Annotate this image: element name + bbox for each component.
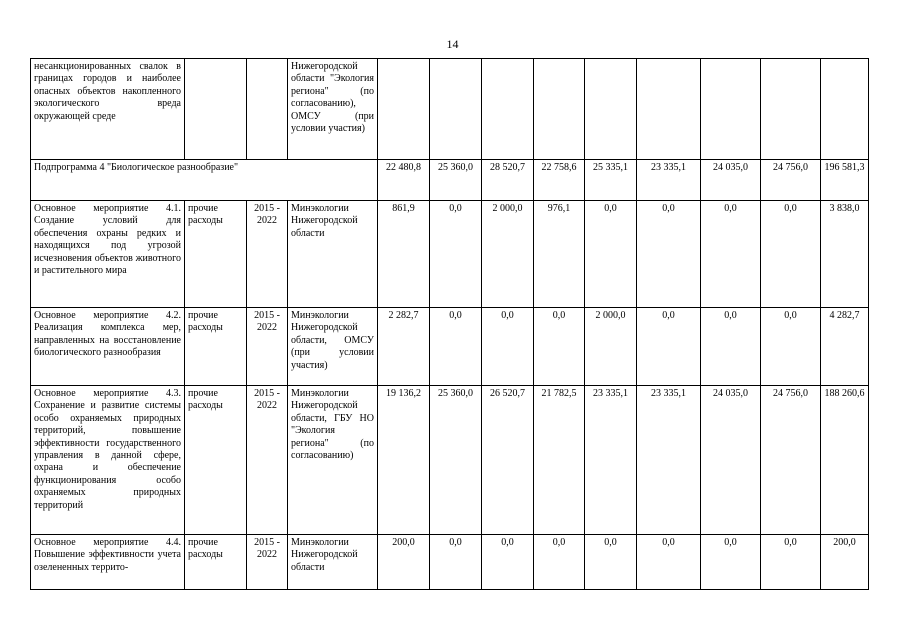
value-cell: 0,0	[585, 201, 637, 308]
value-cell	[534, 59, 585, 160]
executor-cell: Нижегородской области "Экология региона" (по согласованию), ОМСУ (при условии участия)	[288, 59, 378, 160]
value-cell: 200,0	[821, 535, 869, 590]
value-cell: 0,0	[482, 535, 534, 590]
value-cell: 200,0	[378, 535, 430, 590]
value-cell: 196 581,3	[821, 160, 869, 201]
value-cell: 0,0	[585, 535, 637, 590]
source-cell: прочие расходы	[185, 535, 247, 590]
table-row-subprogram	[31, 160, 869, 201]
value-cell: 26 520,7	[482, 386, 534, 535]
value-cell: 0,0	[701, 535, 761, 590]
value-cell: 2 000,0	[585, 308, 637, 386]
value-cell: 24 035,0	[701, 160, 761, 201]
value-cell: 0,0	[701, 308, 761, 386]
value-cell: 188 260,6	[821, 386, 869, 535]
value-cell: 24 035,0	[701, 386, 761, 535]
budget-table	[30, 58, 869, 590]
page-number: 14	[446, 37, 459, 51]
value-cell	[378, 59, 430, 160]
value-cell	[482, 59, 534, 160]
period-cell: 2015 - 2022	[247, 201, 288, 308]
value-cell	[430, 59, 482, 160]
value-cell: 0,0	[534, 308, 585, 386]
value-cell: 0,0	[637, 308, 701, 386]
value-cell: 861,9	[378, 201, 430, 308]
value-cell: 0,0	[761, 535, 821, 590]
value-cell: 22 758,6	[534, 160, 585, 201]
row-name-cell: Основное мероприятие 4.4. Повышение эффективности учета озелененных террито-	[31, 535, 185, 590]
source-cell: прочие расходы	[185, 201, 247, 308]
value-cell	[585, 59, 637, 160]
value-cell: 2 282,7	[378, 308, 430, 386]
value-cell: 0,0	[430, 535, 482, 590]
executor-cell: Минэкологии Нижегородской области	[288, 535, 378, 590]
value-cell: 0,0	[430, 308, 482, 386]
table-row	[31, 308, 869, 386]
row-name-cell: несанкционированных свалок в границах городов и наиболее опасных объектов накопленного экологического вреда окружающей среде	[31, 59, 185, 160]
row-name-cell: Основное мероприятие 4.3. Сохранение и развитие системы особо охраняемых природных территорий, повышение эффективности государственного управления в данной сфере, охрана и обеспечение функционирования особо охраняемых природных территорий	[31, 386, 185, 535]
value-cell	[701, 59, 761, 160]
value-cell: 0,0	[761, 308, 821, 386]
executor-cell: Минэкологии Нижегородской области, ОМСУ (при условии участия)	[288, 308, 378, 386]
period-cell: 2015 - 2022	[247, 386, 288, 535]
table-row	[31, 535, 869, 590]
executor-cell: Минэкологии Нижегородской области, ГБУ НО "Экология региона" (по согласованию)	[288, 386, 378, 535]
row-name-cell: Основное мероприятие 4.2. Реализация комплекса мер, направленных на восстановление биологического разнообразия	[31, 308, 185, 386]
source-cell	[185, 59, 247, 160]
source-cell: прочие расходы	[185, 386, 247, 535]
value-cell: 0,0	[534, 535, 585, 590]
value-cell: 0,0	[637, 535, 701, 590]
value-cell: 25 360,0	[430, 386, 482, 535]
value-cell: 19 136,2	[378, 386, 430, 535]
value-cell: 3 838,0	[821, 201, 869, 308]
value-cell: 0,0	[637, 201, 701, 308]
value-cell: 2 000,0	[482, 201, 534, 308]
value-cell: 23 335,1	[637, 386, 701, 535]
subprogram-title-cell: Подпрограмма 4 "Биологическое разнообразие"	[31, 160, 378, 201]
value-cell: 0,0	[701, 201, 761, 308]
value-cell: 976,1	[534, 201, 585, 308]
table-row	[31, 201, 869, 308]
value-cell: 25 335,1	[585, 160, 637, 201]
value-cell: 22 480,8	[378, 160, 430, 201]
row-name-cell: Основное мероприятие 4.1. Создание условий для обеспечения охраны редких и находящихся под угрозой исчезновения объектов животного и растительного мира	[31, 201, 185, 308]
value-cell: 0,0	[430, 201, 482, 308]
value-cell	[637, 59, 701, 160]
value-cell	[761, 59, 821, 160]
table-row	[31, 386, 869, 535]
period-cell	[247, 59, 288, 160]
value-cell: 24 756,0	[761, 386, 821, 535]
value-cell: 23 335,1	[637, 160, 701, 201]
executor-cell: Минэкологии Нижегородской области	[288, 201, 378, 308]
value-cell: 0,0	[482, 308, 534, 386]
value-cell: 25 360,0	[430, 160, 482, 201]
value-cell: 4 282,7	[821, 308, 869, 386]
value-cell: 21 782,5	[534, 386, 585, 535]
value-cell: 24 756,0	[761, 160, 821, 201]
period-cell: 2015 - 2022	[247, 535, 288, 590]
period-cell: 2015 - 2022	[247, 308, 288, 386]
value-cell: 0,0	[761, 201, 821, 308]
value-cell: 28 520,7	[482, 160, 534, 201]
value-cell	[821, 59, 869, 160]
source-cell: прочие расходы	[185, 308, 247, 386]
table-row-continuation	[31, 59, 869, 160]
value-cell: 23 335,1	[585, 386, 637, 535]
